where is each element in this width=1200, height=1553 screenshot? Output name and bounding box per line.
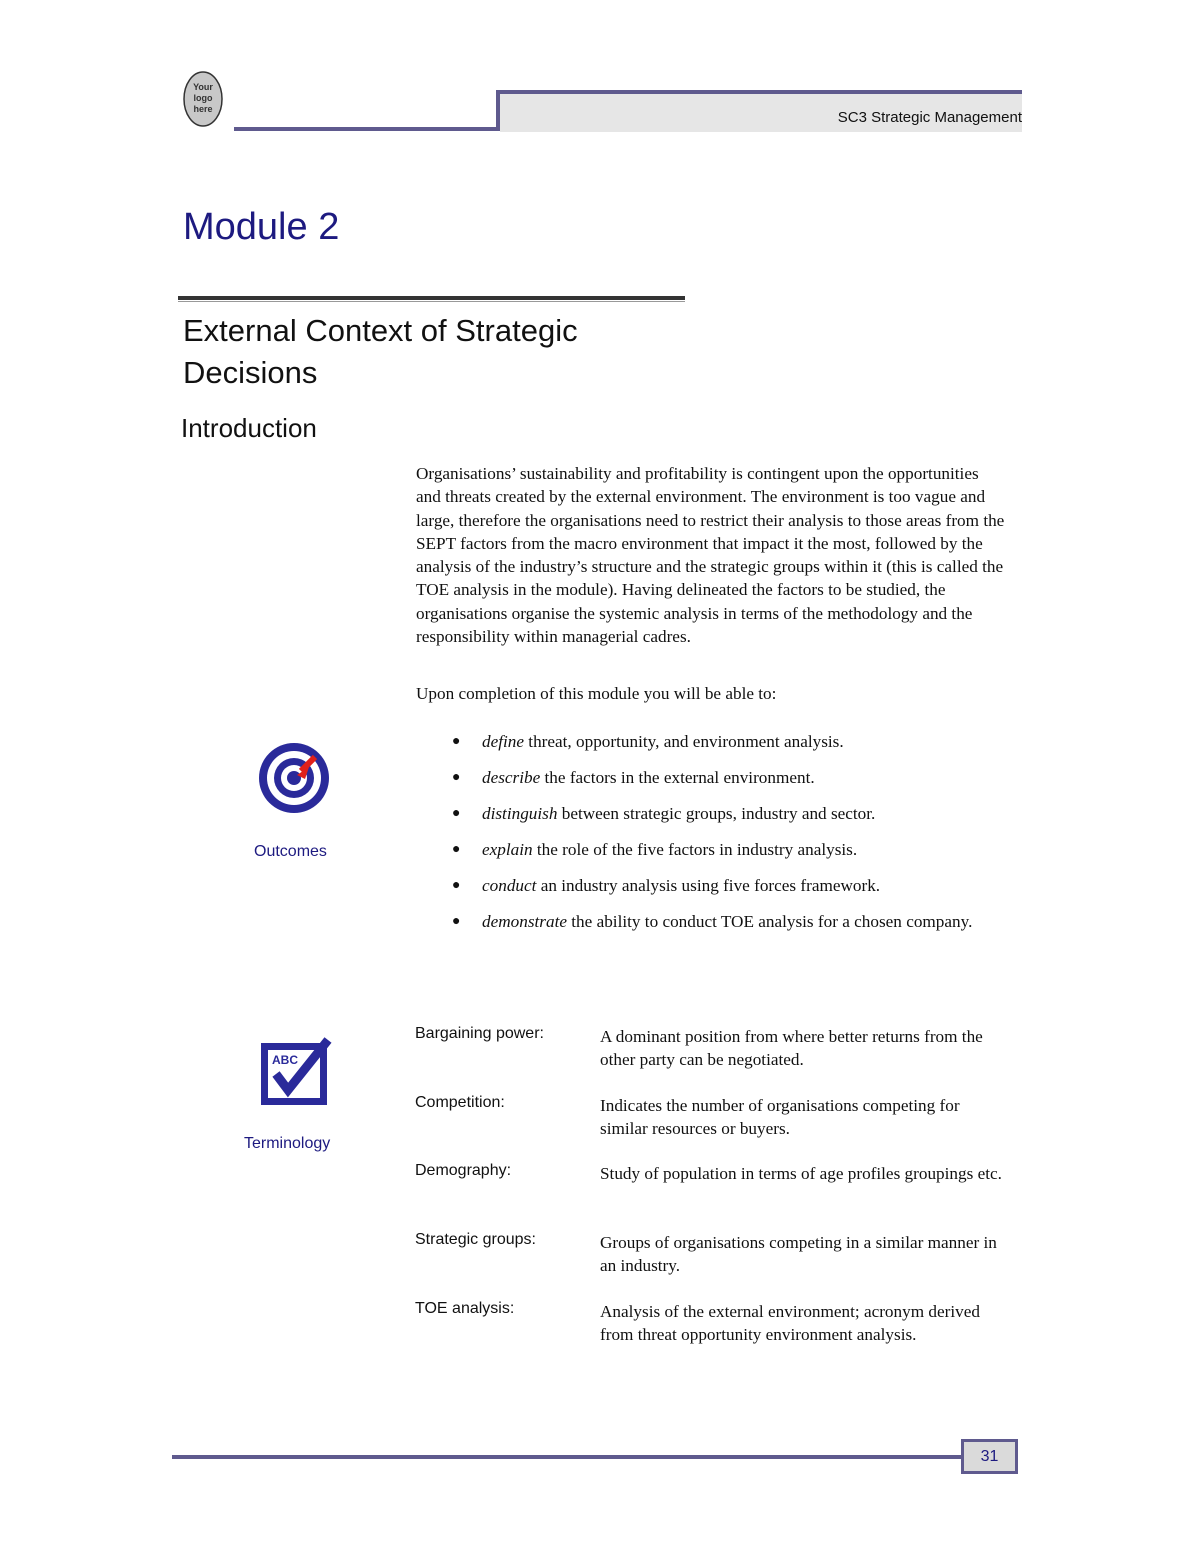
- outcome-verb: describe: [482, 768, 541, 787]
- terminology-label: Terminology: [244, 1135, 331, 1152]
- term-definition: Groups of organisations competing in a similar manner in an industry.: [600, 1233, 997, 1276]
- list-item: [452, 874, 1012, 898]
- term-name: Bargaining power:: [415, 1025, 544, 1042]
- svg-text:logo: logo: [193, 93, 213, 103]
- bullet-icon: ●: [452, 806, 461, 821]
- logo-placeholder: [183, 71, 223, 127]
- outcome-verb: conduct: [482, 876, 537, 895]
- header-rule-top: [496, 90, 1022, 94]
- completion-text: Upon completion of this module you will be able to:: [416, 684, 777, 703]
- intro-paragraph-text: Organisations’ sustainability and profitability is contingent upon the opportunities and threats created by the external environment. The environment is too vague and large, therefore the organisations need to restrict their analysis to those areas from the SEPT factors from the macro environment that impact it the most, followed by the analysis of the industry’s structure and the strategic groups within it (this is called the TOE analysis in the module). Having delineated the factors to be studied, the organisations organise the systemic analysis in terms of the methodology and the responsibility within managerial cadres.: [416, 464, 1005, 647]
- section-title: External Context of Strategic Decisions: [183, 313, 578, 390]
- term-definition: Study of population in terms of age profiles groupings etc.: [600, 1164, 1002, 1183]
- list-item: [452, 730, 1012, 754]
- outcome-text: the ability to conduct TOE analysis for a chosen company.: [566, 912, 973, 931]
- svg-text:Your: Your: [193, 82, 213, 92]
- bullet-icon: ●: [452, 770, 461, 785]
- header-rule-step: [496, 90, 500, 131]
- outcome-text: the factors in the external environment.: [540, 768, 815, 787]
- outcome-verb: demonstrate: [482, 912, 567, 931]
- footer-rule: [172, 1455, 964, 1459]
- term-name: TOE analysis:: [415, 1300, 515, 1317]
- outcome-verb: define: [482, 732, 524, 751]
- title-divider-shadow: [178, 301, 685, 302]
- term-name: Competition:: [415, 1094, 505, 1111]
- target-icon: [257, 741, 333, 815]
- list-item: [452, 766, 1012, 790]
- term-definition: Indicates the number of organisations competing for similar resources or buyers.: [600, 1096, 960, 1139]
- abc-icon-text: ABC: [272, 1053, 298, 1067]
- outcome-verb: distinguish: [482, 804, 558, 823]
- term-definition: Analysis of the external environment; acronym derived from threat opportunity environment analysis.: [600, 1302, 980, 1345]
- list-item: [452, 910, 1012, 934]
- term-name: Strategic groups:: [415, 1231, 536, 1248]
- bullet-icon: ●: [452, 842, 461, 857]
- outcome-text: the role of the five factors in industry analysis.: [532, 840, 858, 859]
- outcome-list: [452, 730, 1012, 946]
- title-divider: [178, 296, 685, 300]
- header-title: SC3 Strategic Management: [837, 109, 1022, 126]
- outcome-verb: explain: [482, 840, 533, 859]
- bullet-icon: ●: [452, 914, 461, 929]
- outcome-text: threat, opportunity, and environment analysis.: [524, 732, 844, 751]
- outcome-text: between strategic groups, industry and sector.: [557, 804, 876, 823]
- outcome-text: an industry analysis using five forces framework.: [536, 876, 881, 895]
- bullet-icon: ●: [452, 734, 461, 749]
- intro-paragraph: [416, 462, 1006, 648]
- abc-checkbox-icon: [258, 1036, 336, 1108]
- page-number: 31: [980, 1448, 999, 1465]
- intro-heading: Introduction: [181, 413, 317, 443]
- term-name: Demography:: [415, 1162, 512, 1179]
- svg-text:here: here: [193, 104, 213, 114]
- bullet-icon: ●: [452, 878, 461, 893]
- term-definition: A dominant position from where better returns from the other party can be negotiated.: [600, 1027, 983, 1070]
- list-item: [452, 838, 1012, 862]
- header-rule-left: [234, 127, 500, 131]
- list-item: [452, 802, 1012, 826]
- outcomes-label: Outcomes: [254, 843, 327, 860]
- module-title: Module 2: [183, 206, 340, 248]
